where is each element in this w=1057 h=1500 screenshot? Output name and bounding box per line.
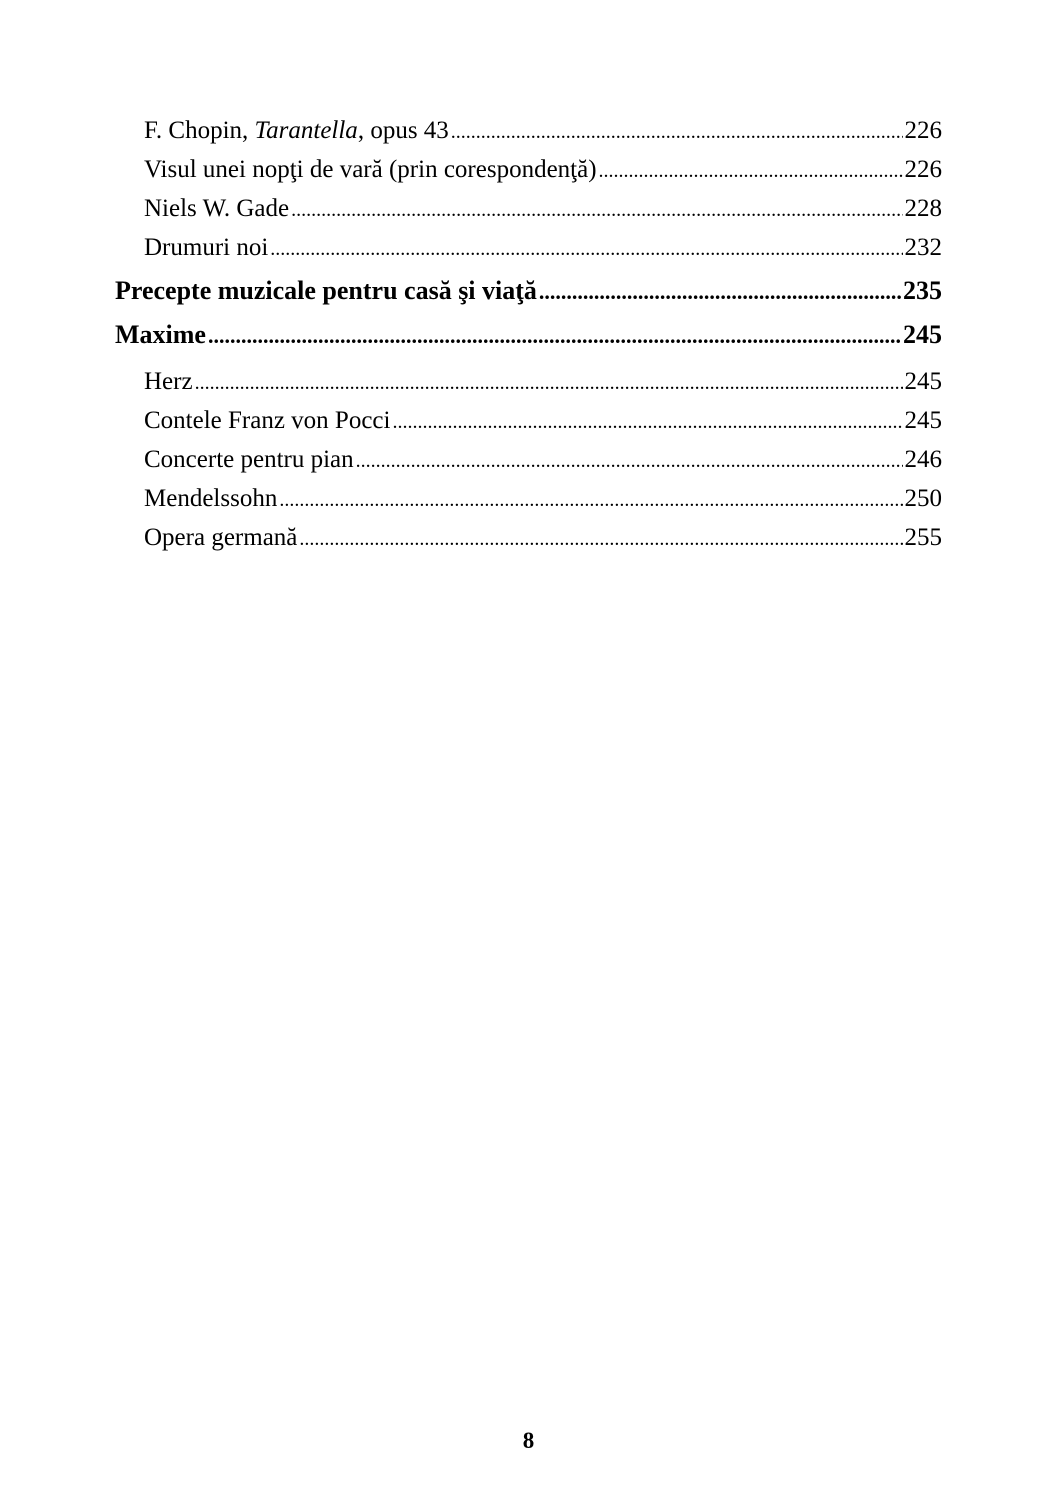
toc-entry-page: 226 (904, 156, 942, 183)
toc-entry-page: 245 (904, 407, 942, 434)
toc-dot-leader (392, 403, 902, 441)
toc-entry-title: Mendelssohn (144, 485, 278, 512)
toc-entry-visul-unei-nopti (115, 151, 942, 190)
toc-section-title: Precepte muzicale pentru casă şi viaţă (115, 276, 537, 305)
toc-dot-leader (291, 191, 902, 229)
toc-dot-leader (270, 230, 902, 268)
toc-entry-page: 255 (904, 524, 942, 551)
toc-entry-page: 245 (904, 368, 942, 395)
toc-entry-drumuri-noi (115, 229, 942, 268)
toc-dot-leader (539, 272, 901, 312)
toc-entry-title: Contele Franz von Pocci (144, 407, 391, 434)
toc-entry-title: Concerte pentru pian (144, 446, 354, 473)
toc-dot-leader (356, 442, 903, 480)
toc-section-title: Maxime (115, 320, 206, 349)
toc-dot-leader (195, 364, 903, 402)
toc-section-page: 245 (903, 320, 942, 349)
toc-dot-leader (208, 316, 901, 356)
toc-entry-herz (115, 363, 942, 402)
toc-entry-page: 250 (904, 485, 942, 512)
toc-entry-concerte-pian (115, 441, 942, 480)
toc-entry-title: Drumuri noi (144, 234, 269, 261)
toc-entry-page: 232 (904, 234, 942, 261)
toc-entry-title: Opera germană (144, 524, 298, 551)
page-number: 8 (522, 1428, 535, 1453)
toc-entry-niels-gade (115, 190, 942, 229)
toc-entry-title: Niels W. Gade (144, 195, 290, 222)
toc-dot-leader (279, 481, 902, 519)
toc-entry-page: 228 (904, 195, 942, 222)
toc-entry-chopin-tarantella (115, 112, 942, 151)
toc-entry-page: 226 (904, 117, 942, 144)
toc-dot-leader (599, 152, 903, 190)
table-of-contents (115, 112, 942, 558)
toc-entry-title: Visul unei nopţi de vară (prin corespondenţă) (144, 156, 597, 183)
toc-entry-page: 246 (904, 446, 942, 473)
toc-dot-leader (451, 113, 903, 151)
toc-entry-title: Herz (144, 368, 193, 395)
toc-entry-opera-germana (115, 519, 942, 558)
toc-entry-contele-pocci (115, 402, 942, 441)
toc-entry-title: F. Chopin, Tarantella, opus 43 (144, 117, 449, 144)
toc-section-precepte-muzicale (115, 271, 942, 312)
toc-section-maxime (115, 315, 942, 356)
toc-entry-mendelssohn (115, 480, 942, 519)
toc-dot-leader (299, 520, 902, 558)
toc-section-page: 235 (903, 276, 942, 305)
